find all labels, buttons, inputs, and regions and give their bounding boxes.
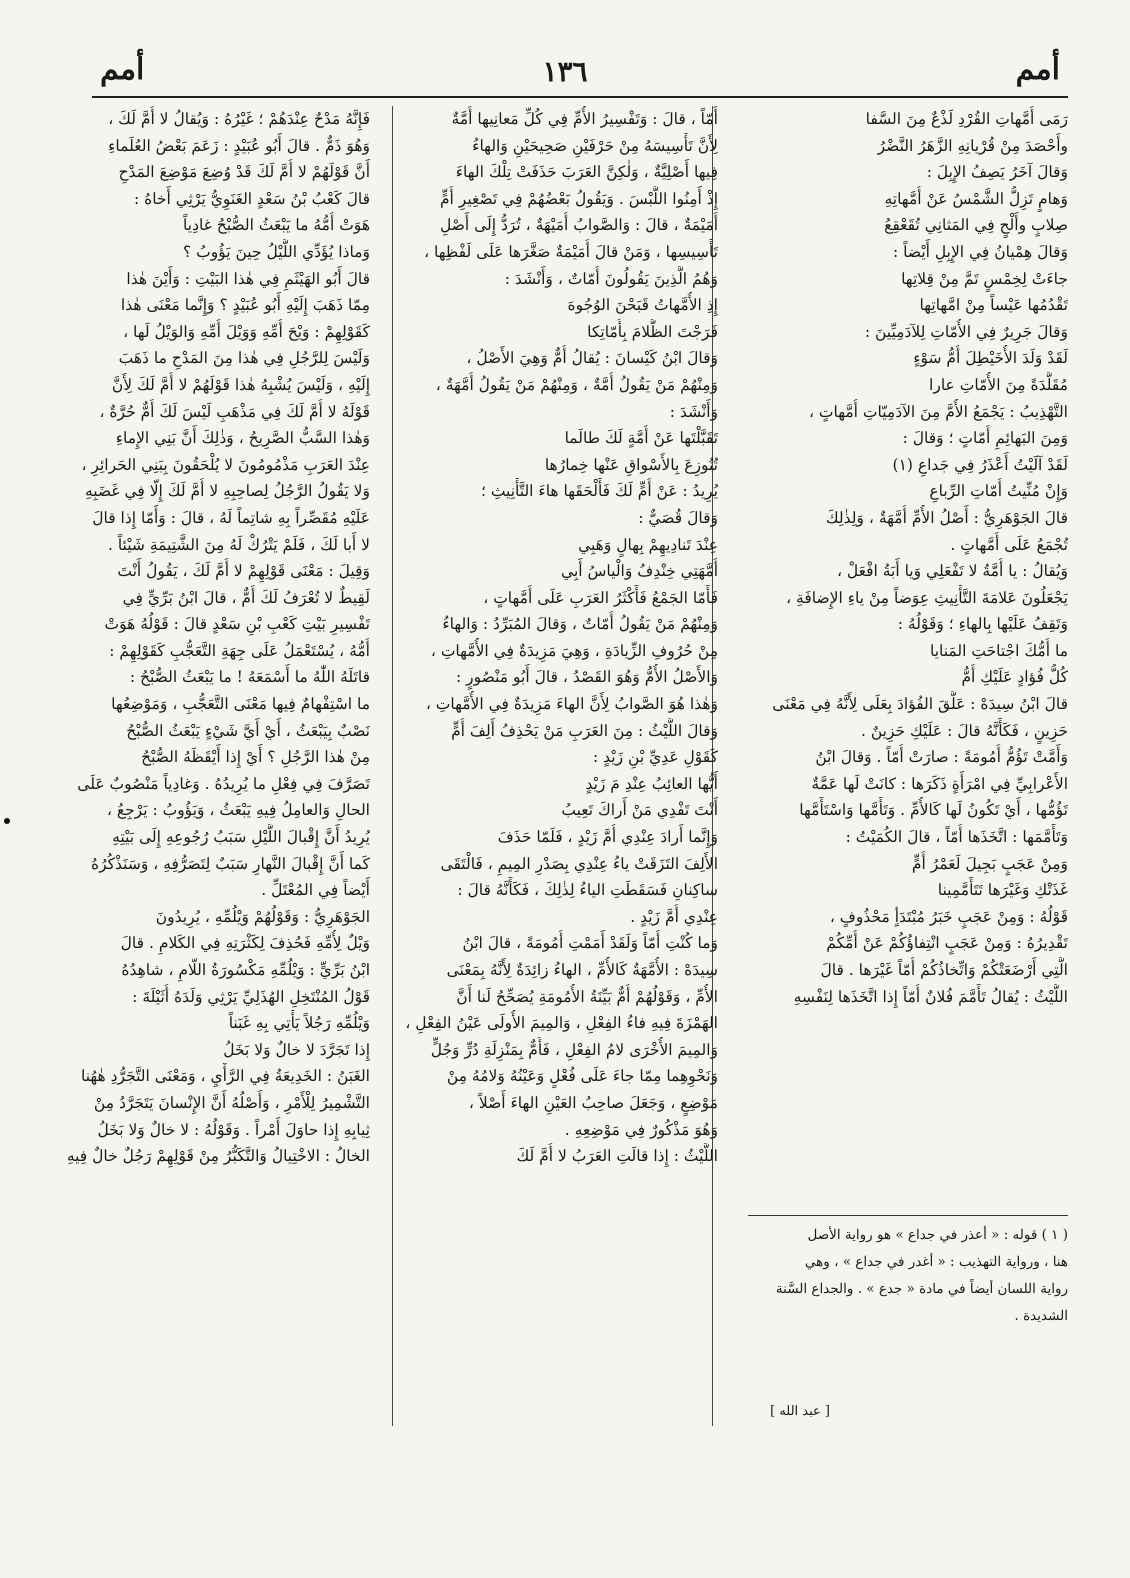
text-line: الجَوْهَرِيُّ : وَقَوْلُهُمْ وَيْلُمِّهِ ، يُرِيدُونَ (155, 907, 370, 926)
text-line: يُرِيدُ أَنَّ إِقْبالَ اللَّيْلِ سَبَبُ رُجُوعِهِ إِلَى بَيْتِهِ (112, 828, 370, 847)
text-line: وَأَمَّتْ تَؤُمُّ أُمُومَةً : صارَتْ أُمّاً . وَقالَ ابْنُ (815, 748, 1068, 767)
text-line: فَأَمّا الجَمْعُ فَأَكْثَرُ العَرَبِ عَلَى أُمَّهاتٍ ، (483, 588, 718, 607)
text-line: كَقَوْلِهِمْ : وَيْحَ أُمِّهِ وَوَيْلَ أُمِّهِ وَالوَيْلُ لَها ، (123, 322, 370, 341)
text-line: فَرَجْتَ الظَّلامَ بِأُمّاتِكا (587, 322, 718, 341)
text-line: يُرِيدُ : عَنْ أُمٍّ لَكَ فَأَلْحَقَها هاءَ التَّأْنِيثِ ؛ (480, 482, 718, 501)
text-line: حَزِينٍ ، فَكَأَنَّهُ قالَ : عَلَيْكِ حَزِينٌ . (861, 721, 1068, 740)
text-line: إِذا تَجَرَّدَ لا خالٌ وَلا بَخَلُ (223, 1040, 370, 1059)
text-line: أَنَّ قَوْلَهُمْ لا أُمَّ لَكَ قَدْ وُضِعَ مَوْضِعَ المَدْحِ (118, 163, 370, 182)
text-line: غَذَتْكِ وَغَيْرَها تَتَأَمَّمِينا (937, 881, 1068, 900)
margin-mark (4, 818, 10, 824)
text-line: مَوْضِعٍ ، وَجَعَلَ صاحِبُ العَيْنِ الهاءَ أَصْلاً ، (468, 1093, 718, 1112)
text-line: وَتَأَمَّمَها : اتَّخَذَها أُمّاً ، قالَ الكُمَيْتُ : (845, 828, 1068, 847)
text-line: وَنَحْوِهِما مِمّا جاءَ عَلَى فُعْلٍ وَعَيْنُهُ وَلامُهُ مِنْ (446, 1067, 718, 1086)
text-line: وَمِنْهُمْ مَنْ يَقُولُ أُمّاتٌ ، وَقالَ المُبَرِّدُ : وَالهاءُ (442, 615, 718, 634)
text-line: وَقالَ اللَّيْثُ : مِنَ العَرَبِ مَنْ يَحْذِفُ أَلِفَ أُمٍّ (451, 721, 718, 740)
footnote (748, 1222, 1068, 1330)
text-line: وَإِنْ مُنِّيتُ أُمّاتِ الرِّباعِ (929, 482, 1068, 501)
text-line: وَإِنَّما أَرادَ عِنْدِي أُمَّ زَيْدٍ ، فَلَمّا حَذَفَ (497, 828, 718, 847)
footnote-line: هنا ، ورواية التهذيب : « أغدر في جداع » ، وهي (804, 1254, 1068, 1270)
text-line: وَالأَصْلُ الأُمُّ وَهُوَ القَصْدُ ، قالَ أَبُو مَنْصُورٍ : (456, 668, 718, 687)
text-line: قَوْلُ المُنْتَخِلِ الهُذَلِيِّ يَرْثِي وَلَدَهُ أُثَيْلَةَ : (132, 987, 370, 1006)
text-line: وَهٰذا هُوَ الصَّوابُ لِأَنَّ الهاءَ مَزِيدَةٌ فِي الأُمَّهاتِ ، (425, 695, 718, 714)
text-line: رَمَى أُمَّهاتِ القُرْدِ لَذْعٌ مِنَ السَّفا (865, 110, 1068, 128)
text-line: صِلابٍ وأَلْحٍ فِي المَثانِي تُقَعْقِعُ (884, 216, 1068, 235)
text-line: لَقَدْ آلَيْتُ أَعْذَرُ فِي جَداعِ (١) (892, 455, 1068, 474)
text-line: لا أَبا لَكَ ، فَلَمْ يَتْرُكْ لَهُ مِنَ الشَّتِيمَةِ شَيْئاً . (107, 535, 370, 554)
page-number: ١٣٦ (542, 55, 588, 88)
text-column-right (748, 106, 1068, 1206)
text-line: عِنْدِي أُمَّ زَيْدٍ . (630, 907, 718, 926)
header-entry-word-left: أمم (100, 52, 145, 87)
text-line: أُمّاً ، قالَ : وَتَفْسِيرُ الأُمِّ فِي كُلِّ مَعانِيها أُمَّةٌ (451, 110, 718, 128)
footnote-rule (748, 1215, 1068, 1216)
text-line: وَقالَ آخَرُ يَصِفُ الإِبِلَ : (926, 163, 1068, 182)
text-line: وَهٰذا السَّبُّ الصَّرِيحُ ، وَذٰلِكَ أَنَّ بَنِي الإِماءِ (115, 429, 370, 448)
text-line: قالَ الجَوْهَرِيُّ : أَصْلُ الأُمِّ أُمَّهَةٌ ، وَلِذٰلِكَ (825, 508, 1068, 527)
text-line: وَقالَ قُصَيٌّ : (638, 508, 718, 527)
footnote-line: رواية اللسان أيضاً في مادة « جدع » . والجداع السَّنة (775, 1281, 1068, 1297)
text-line: وَهُمُ الَّذِينَ يَقُولُونَ أُمّاتٌ ، وَأَنْشَدَ : (504, 269, 718, 288)
text-line: نَصْبٌ بِيَبْعَثُ ، أَيْ أَيَّ شَيْءٍ يَبْعَثُ الصُّبْحُ (126, 721, 370, 740)
text-line: كَقَوْلِ عَدِيِّ بْنِ زَيْدٍ : (593, 748, 718, 767)
text-line: إِذْ أَمِنُوا اللَّبْسَ . وَيَقُولُ بَعْضُهُمْ فِي تَصْغِيرِ أُمٍّ (439, 189, 718, 208)
text-line: وَقالَ جَرِيرٌ فِي الأُمّاتِ لِلآدَمِيِّينَ : (864, 322, 1068, 341)
text-line: وَمِنْهُمْ مَنْ يَقُولُ أُمَّةٌ ، وَمِنْهُمْ مَنْ يَقُولُ أُمَّهَةٌ ، (435, 375, 718, 394)
text-line: الأُمِّ ، وَقَوْلُهُمْ أُمٌّ بَيِّنَةُ الأُمُومَةِ يُصَحِّحُ لَنا أَنَّ (456, 987, 718, 1006)
text-line: وَيُقالُ : يا أُمَّةُ لا تَفْعَلِي وَيا أَبَةُ افْعَلْ ، (836, 562, 1068, 581)
text-line: أُمُّهُ ، يُسْتَعْمَلُ عَلَى جِهَةِ التَّعَجُّبِ كَقَوْلِهِمْ : (109, 641, 370, 660)
text-line: وَمِنَ البَهائِمِ أُمّاتٍ ؛ وَقالَ : (902, 429, 1068, 448)
text-line: وَهُوَ مَذْكُورٌ فِي مَوْضِعِهِ . (564, 1120, 718, 1139)
text-line: الأَعْرابِيِّ فِي امْرَأَةٍ ذَكَرَها : كانَتْ لَها عَمَّةٌ (811, 774, 1068, 793)
text-line: قالَ كَعْبُ بْنُ سَعْدٍ الغَنَوِيُّ يَرْثِي أَخاهُ : (133, 189, 370, 208)
text-line: الخالُ : الاخْتِيالُ وَالتَّكَبُّرُ مِنْ قَوْلِهِمْ رَجُلٌ خالٌ فِيهِ (66, 1147, 370, 1166)
text-line: الهَمْزَةَ فِيهِ فاءُ الفِعْلِ ، وَالمِيمَ الأُولَى عَيْنُ الفِعْلِ ، (405, 1014, 718, 1033)
column-separator (392, 106, 393, 1426)
text-line: تُجْمَعُ عَلَى أُمَّهاتٍ . (950, 535, 1068, 554)
text-line: تَقْدُمُها عَيْساً مِنْ امَّهاتِها (919, 296, 1068, 315)
text-line: ابْنُ بَرِّيٍّ : وَيْلُمِّهِ مَكْسُورَةُ اللّامِ ، شاهِدُهُ (121, 961, 370, 979)
text-line: اللَّيْثُ : يُقالُ تَأَمَّمَ فُلانٌ أُمّاً إِذا اتَّخَذَها لِنَفْسِهِ (793, 987, 1068, 1006)
text-line: تَصَرَّفَ فِي فِعْلِ ما يُرِيدُهُ . وَغادِياً مَنْصُوبٌ عَلَى (77, 774, 370, 793)
text-line: سِيدَهْ : الأُمَّهَةُ كَالأُمِّ ، الهاءُ زائِدَةٌ لِأَنَّهُ بِمَعْنَى (446, 961, 718, 979)
text-line: ساكِنانِ فَسَقَطَتِ الياءُ لِذٰلِكَ ، فَكَأَنَّهُ قالَ : (457, 881, 718, 900)
text-line: وَمِنْ عَجَبٍ بَجِيلَ لَعَمْرُ أُمٍّ (911, 854, 1068, 873)
text-line: وَيْلٌ لِأُمِّهِ فَحُذِفَ لِكَثْرَتِهِ فِي الكَلامِ . قالَ (120, 934, 370, 953)
footnote-line: الشديدة . (1014, 1308, 1068, 1324)
text-line: وَقِيلَ : مَعْنَى قَوْلِهِمْ لا أُمَّ لَكَ ، يَقُولُ أَنْتَ (117, 562, 370, 581)
text-line: عَلَيْهِ مُقَصِّراً بِهِ شاتِماً لَهُ ، قالَ : وَأَمّا إِذا قالَ (92, 508, 370, 527)
text-line: إِلَيْهِ ، وَلَيْسَ يُشْبِهُ هٰذا قَوْلَهُمْ لا أُمَّ لَكَ لِأَنَّ (111, 375, 370, 394)
text-line: فِيها أَصْلِيَّةٌ ، وَلٰكِنَّ العَرَبَ حَذَفَتْ تِلْكَ الهاءَ (455, 163, 718, 182)
text-line: أَيْضاً فِي المُعْتَلِّ . (261, 881, 370, 900)
text-line: وَتَقِفُ عَلَيْها بِالهاءِ ؛ وَقَوْلُهُ : (897, 615, 1068, 634)
text-column-middle (398, 106, 718, 1436)
header-rule (92, 96, 1068, 98)
text-line: هَوَتْ أُمُّهُ ما يَبْعَثُ الصُّبْحُ غادِياً (183, 216, 370, 235)
text-line: الَّتِي أَرْضَعَتْكُمْ وَاتِّخاذُكُمْ أُمّاً غَيْرَها . قالَ (820, 961, 1068, 979)
text-line: أُمَّهَتِي خِنْدِفُ وَالْياسُ أَبِي (561, 562, 718, 581)
text-line: كَما أَنَّ إِقْبالَ النَّهارِ سَبَبٌ لِتَصَرُّفِهِ ، وَسَنَذْكُرُهُ (90, 854, 370, 873)
text-line: وَقالَ هِمْيانُ فِي الإِبِلِ أَيْضاً : (893, 242, 1068, 261)
text-line: وأَحْصَدَ مِنْ قُرْيانِهِ الزَّهَرُ النَّضْرُ (877, 136, 1068, 155)
text-line: قاتَلَهُ اللّٰهُ ما أَسْمَعَهُ ! ما يَبْعَثُ الصُّبْحُ : (129, 668, 370, 687)
text-line: التَّشْمِيرُ لِلْأَمْرِ ، وَأَصْلُهُ أَنَّ الإِنْسانَ يَتَجَرَّدُ مِنْ (93, 1093, 370, 1112)
text-line: تَقَبَّلْتَها عَنْ أُمَّةٍ لَكَ طالَما (564, 429, 718, 448)
text-line: الحالِ وَالعامِلُ فِيهِ يَبْعَثُ ، وَيَؤُوبُ : يَرْجِعُ ، (106, 801, 370, 820)
text-line: ثِيابِهِ إِذا حاوَلَ أَمْراً . وَقَوْلُهُ : لا خالٌ وَلا بَخَلُ (97, 1120, 370, 1139)
text-line: الغَبَنُ : الخَدِيعَةُ فِي الرَّأْيِ ، وَمَعْنَى التَّجَرُّدِ هٰهُنا (81, 1067, 370, 1086)
text-line: فَإِنَّهُ مَدْحٌ عِنْدَهُمْ ؛ غَيْرُهُ : وَيُقالُ لا أُمَّ لَكَ ، (108, 110, 370, 128)
text-line: التَّهْذِيبُ : يَجْمَعُ الأُمَّ مِنَ الآدَمِيّاتِ أُمَّهاتٍ ، (808, 402, 1068, 421)
text-line: قَوْلَهُ لا أُمَّ لَكَ فِي مَذْهَبِ لَيْسَ لَكَ أُمٌّ حُرَّةٌ ، (99, 402, 370, 421)
text-line: وَالمِيمَ الأُخْرَى لامُ الفِعْلِ ، فَأُمٌّ بِمَنْزِلَةِ دُرٍّ وَجُلٍّ (430, 1040, 718, 1059)
text-line: عِنْدَ العَرَبِ مَذْمُومُونَ لا يُلْحَقُونَ بِبَنِي الحَرائِرِ ، (81, 455, 370, 474)
text-line: لَقَدْ وَلَدَ الأُخَيْطِلَ أُمُّ سَوْءٍ (913, 349, 1068, 368)
text-line: لَقِيطٌ لا تُعْرَفُ لَكَ أُمٌّ ، قالَ ابْنُ بَرِّيٍّ فِي (122, 588, 370, 607)
text-line: مُقَلَّدَةً مِنَ الأُمّاتِ عارا (929, 375, 1068, 394)
text-line: ما أُمُّكَ اجْتاحَتِ المَنايا (930, 641, 1068, 660)
text-line: كُلُّ فُؤادٍ عَلَيْكِ أُمُّ (961, 668, 1068, 687)
footnote-signature: [ عبد الله ] (770, 1404, 830, 1419)
text-line: تَفْسِيرِ بَيْتِ كَعْبِ بْنِ سَعْدٍ قالَ : قَوْلُهُ هَوَتْ (104, 615, 370, 634)
text-line: أُمَيْمَةٌ ، قالَ : وَالصَّوابُ أُمَيْهَةٌ ، تُرَدُّ إِلَى أَصْلِ (439, 216, 718, 235)
text-line: مِنْ هٰذا الرَّجُلِ ؟ أَيْ إِذا أَيْقَظَهُ الصُّبْحُ (141, 748, 370, 767)
text-line: عِنْدَ تَنادِيهِمْ بِهالٍ وَهَبِي (578, 535, 718, 554)
text-line: وَلا يَقُولُ الرَّجُلُ لِصاحِبِهِ لا أُمَّ لَكَ إِلّا فِي غَضَبِهِ (85, 482, 370, 501)
text-line: تَأْسِيسِها ، وَمَنْ قالَ أُمَيْمَةٌ صَغَّرَها عَلَى لَفْظِها ، (424, 242, 718, 261)
text-line: يَجْعَلُونَ عَلامَةَ التَّأْنِيثِ عِوَضاً مِنْ ياءِ الإِضافَةِ ، (786, 588, 1068, 607)
header-entry-word-right: أمم (1015, 52, 1060, 87)
text-line: مِنْ حُرُوفِ الزِّيادَةِ ، وَهِيَ مَزِيدَةٌ فِي الأُمَّهاتِ ، (430, 641, 718, 660)
text-line: لِأَنَّ تَأْسِيسَهُ مِنْ حَرْفَيْنِ صَحِيحَيْنِ وَالهاءُ (472, 136, 718, 155)
text-line: وَأَنْشَدَ : (669, 402, 718, 421)
text-line: ما اسْتِفْهامٌ فِيها مَعْنَى التَّعَجُّبِ ، وَمَوْضِعُها (111, 695, 370, 714)
text-line: تَؤُمُّها ، أَيْ تَكُونُ لَها كَالأُمِّ . وَتَأَمَّها وَاسْتَأَمَّها (799, 801, 1068, 820)
text-line: وَقالَ ابْنُ كَيْسانَ : يُقالُ أُمٌّ وَهِيَ الأَصْلُ ، (466, 349, 718, 368)
footnote-line: ( ١ ) قوله : « أعذر في جداع » هو رواية الأصل (807, 1227, 1068, 1243)
text-line: جاءَتْ لِخِمْسٍ تَمَّ مِنْ قِلاتِها (901, 269, 1068, 288)
text-line: إِذِ الأُمَّهاتُ قَبَحْنَ الوُجُوهَ (567, 296, 718, 315)
text-line: قالَ أَبُو الهَيْثَمِ فِي هٰذا البَيْتِ : وَأَيْنَ هٰذا (126, 269, 370, 288)
text-line: قَوْلُهُ : وَمِنْ عَجَبٍ خَبَرُ مُبْتَدَأٍ مَحْذُوفٍ ، (829, 907, 1068, 926)
text-line: وَهُوَ ذَمٌّ . قالَ أَبُو عُبَيْدٍ : زَعَمَ بَعْضُ العُلَماءِ (108, 136, 370, 155)
text-line: اللَّيْثُ : إِذا قالَتِ العَرَبُ لا أُمَّ لَكَ (516, 1147, 718, 1166)
text-line: الأَلِفَ التَزَقَتْ ياءُ عِنْدِي بِصَدْرِ المِيمِ ، فَالْتَقَى (440, 854, 718, 873)
text-column-left (40, 106, 370, 1436)
text-line: تُنُوزِعَ بِالأَسْواقِ عَنْها خِمارُها (544, 455, 718, 474)
text-line: وَلَيْسَ لِلرَّجُلِ فِي هٰذا مِنَ المَدْحِ ما ذَهَبَ (118, 349, 370, 368)
text-line: قالَ ابْنُ سِيدَهْ : عَلَّقَ الفُؤادَ بِعَلَى لِأَنَّهُ فِي مَعْنَى (772, 695, 1068, 714)
text-line: تَقْدِيرُهُ : وَمِنْ عَجَبٍ انْتِفاؤُكُمْ عَنْ أُمِّكُمْ (826, 934, 1068, 953)
text-line: وَماذا يُؤَدِّي اللَّيْلُ حِينَ يَؤُوبُ ؟ (183, 242, 370, 261)
text-line: وَهامٍ تَزِلُّ الشَّمْسُ عَنْ أُمَّهاتِهِ (884, 189, 1068, 208)
text-line: وَيْلُمِّهِ رَجُلاً يَأْتِي بِهِ غَبَناً (228, 1014, 370, 1033)
text-line: أَنْتَ تَفْدِي مَنْ أَراكَ تَعِيبُ (561, 801, 718, 820)
text-line: أَيُّها العائِبُ عِنْدِ مَ زَيْدٍ (585, 774, 718, 793)
text-line: وَما كُنْتِ أُمّاً وَلَقَدْ أَمَمْتِ أُمُومَةً ، قالَ ابْنُ (462, 934, 718, 953)
text-line: مِمّا ذَهَبَ إِلَيْهِ أَبُو عُبَيْدٍ ؟ وَإِنَّما مَعْنَى هٰذا (120, 296, 370, 315)
